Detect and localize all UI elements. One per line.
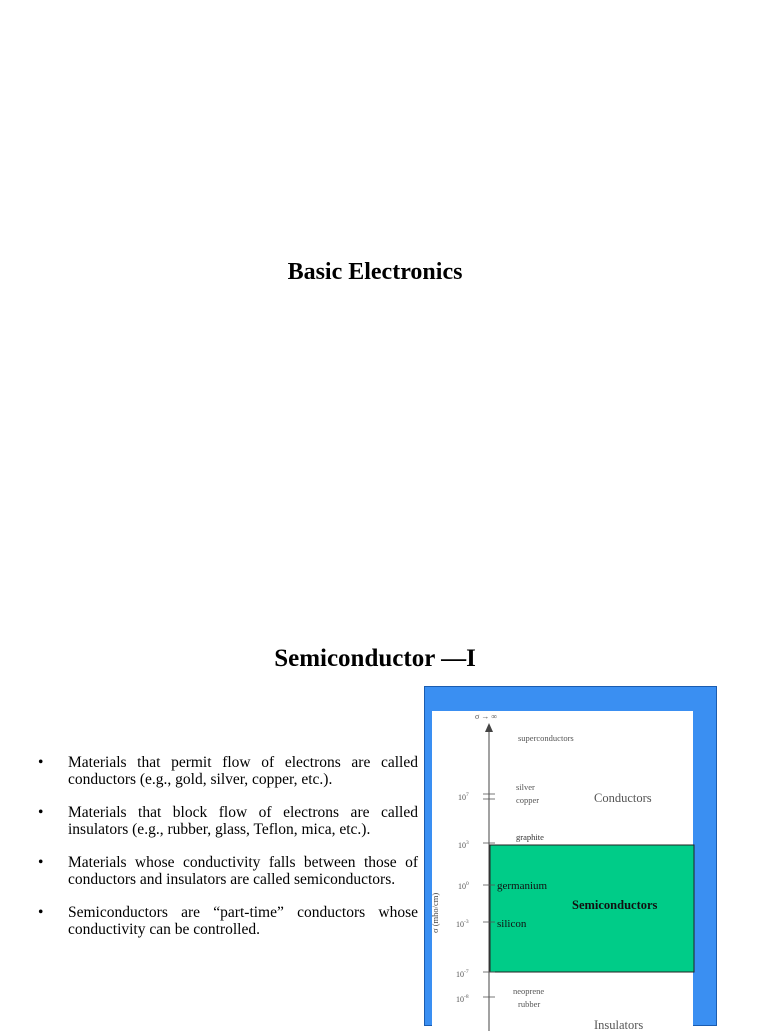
label-silicon: silicon: [497, 918, 527, 930]
tick-exponent: -8: [464, 994, 469, 1000]
tick-base: 10: [456, 920, 464, 929]
bullet-text: Materials that permit flow of electrons are called conductors (e.g., gold, silver, copper, etc.).: [68, 754, 418, 788]
svg-text:10-3: [456, 919, 469, 929]
label-superconductors: superconductors: [518, 733, 574, 743]
tick-exponent: -7: [464, 969, 469, 975]
tick-exponent: 7: [466, 792, 469, 798]
label-copper: copper: [516, 795, 540, 805]
conductivity-figure: [430, 711, 693, 1032]
bullet-item: [38, 904, 418, 938]
label-germanium: germanium: [497, 880, 548, 892]
bullet-item: [38, 754, 418, 788]
axis-arrow-icon: [485, 723, 493, 732]
bullet-dot-icon: •: [38, 804, 44, 821]
tick-exponent: -3: [464, 919, 469, 925]
bullet-dot-icon: •: [38, 854, 44, 871]
tick-base: 10: [458, 841, 466, 850]
conductivity-scale-diagram: [430, 711, 693, 1032]
bullet-text: Materials that block flow of electrons are called insulators (e.g., rubber, glass, Teflon, mica, etc.).: [68, 804, 418, 838]
slide-title-semiconductor: Semiconductor —I: [274, 645, 476, 672]
tick-base: 10: [456, 995, 464, 1004]
label-graphite: graphite: [516, 832, 544, 842]
tick-exponent: 3: [466, 840, 469, 846]
bullet-dot-icon: •: [38, 904, 44, 921]
bullet-text: Semiconductors are “part-time” conductors whose conductivity can be controlled.: [68, 904, 418, 938]
bullet-item: [38, 804, 418, 838]
svg-text:103: [458, 840, 469, 850]
bullet-text: Materials whose conductivity falls between those of conductors and insulators are called semiconductors.: [68, 854, 418, 888]
bullet-list: [38, 754, 418, 954]
label-silver: silver: [516, 782, 535, 792]
axis-label: σ (mho/cm): [430, 892, 440, 933]
bullet-item: [38, 854, 418, 888]
svg-text:10-8: [456, 994, 469, 1004]
svg-text:100: [458, 881, 469, 891]
label-rubber: rubber: [518, 999, 541, 1009]
svg-text:107: [458, 792, 469, 802]
svg-text:10-7: [456, 969, 469, 979]
region-label-conductors: Conductors: [594, 791, 652, 805]
axis-top-label: σ → ∞: [475, 712, 498, 721]
tick-base: 10: [456, 970, 464, 979]
conductivity-figure-frame: [424, 686, 717, 1032]
tick-base: 10: [458, 793, 466, 802]
tick-base: 10: [458, 882, 466, 891]
region-label-semiconductors: Semiconductors: [572, 898, 658, 912]
bullet-dot-icon: •: [38, 754, 44, 771]
slide-title-basic-electronics: Basic Electronics: [287, 259, 463, 285]
label-neoprene: neoprene: [513, 986, 545, 996]
region-label-insulators: Insulators: [594, 1018, 644, 1032]
tick-exponent: 0: [466, 881, 469, 887]
